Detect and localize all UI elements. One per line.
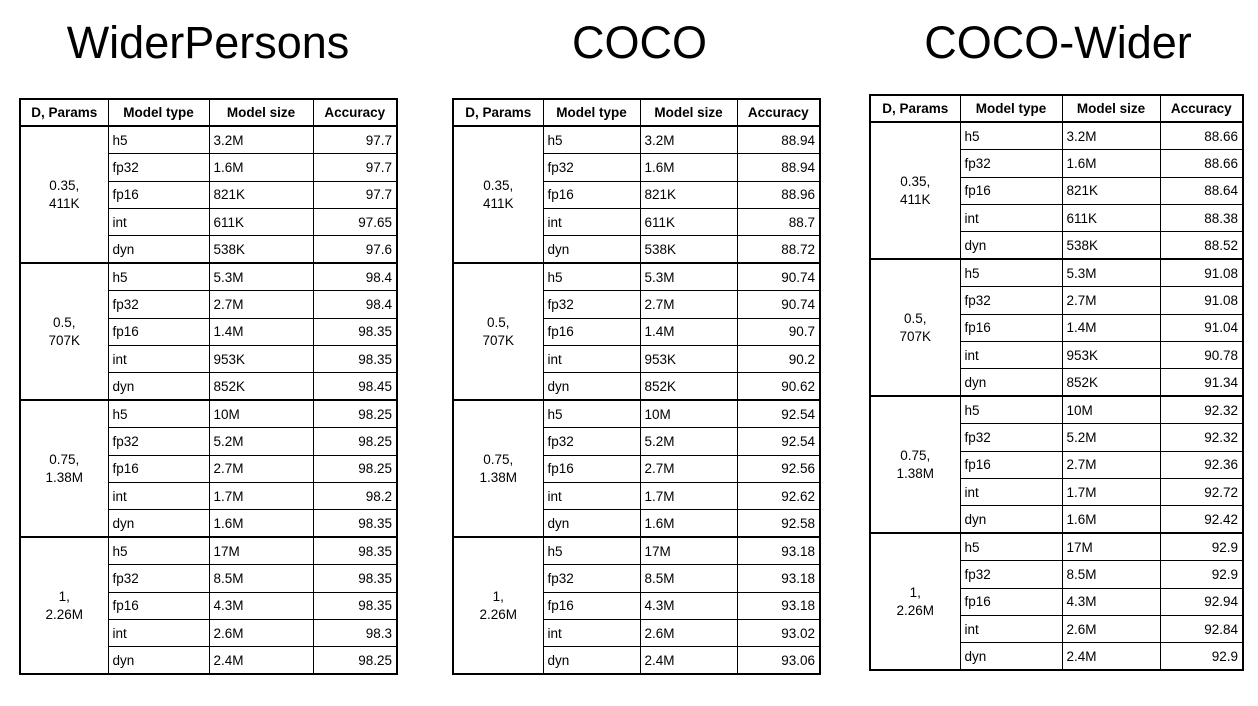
accuracy-cell: 88.52: [1160, 232, 1243, 259]
model-type-cell: int: [960, 205, 1062, 232]
accuracy-cell: 92.54: [737, 428, 820, 455]
table-row: [20, 537, 397, 564]
accuracy-cell: 98.3: [313, 619, 397, 646]
model-size-cell: 4.3M: [1062, 588, 1160, 615]
model-type-cell: fp16: [543, 318, 640, 345]
accuracy-cell: 97.65: [313, 209, 397, 236]
model-size-cell: 953K: [1062, 342, 1160, 369]
accuracy-cell: 98.35: [313, 346, 397, 373]
accuracy-cell: 88.38: [1160, 205, 1243, 232]
results-table-coco: [452, 98, 821, 675]
accuracy-cell: 97.7: [313, 181, 397, 208]
model-type-cell: fp32: [543, 565, 640, 592]
accuracy-cell: 98.35: [313, 537, 397, 564]
accuracy-cell: 98.25: [313, 455, 397, 482]
accuracy-cell: 97.7: [313, 154, 397, 181]
model-type-cell: dyn: [543, 510, 640, 537]
config-param-count: 2.26M: [479, 606, 518, 622]
table-row: [453, 126, 820, 153]
model-type-cell: int: [960, 478, 1062, 505]
model-size-cell: 5.3M: [209, 263, 313, 290]
column-header-model-type: Model type: [543, 99, 640, 126]
accuracy-cell: 92.94: [1160, 588, 1243, 615]
config-width-multiplier: 0.5,: [486, 315, 510, 331]
panel-title-widerpersons: WiderPersons: [66, 17, 350, 68]
table-header: [453, 99, 820, 126]
table-header: [870, 95, 1243, 122]
table-row: [453, 263, 820, 290]
model-type-cell: fp32: [543, 428, 640, 455]
model-size-cell: 2.6M: [640, 619, 737, 646]
table-row: [453, 400, 820, 427]
model-size-cell: 821K: [640, 181, 737, 208]
model-size-cell: 3.2M: [209, 126, 313, 153]
accuracy-cell: 88.64: [1160, 177, 1243, 204]
column-header-model-type: Model type: [960, 95, 1062, 122]
model-type-cell: fp32: [960, 287, 1062, 314]
model-type-cell: h5: [543, 400, 640, 427]
accuracy-cell: 98.25: [313, 428, 397, 455]
model-size-cell: 953K: [640, 346, 737, 373]
table-row: [870, 533, 1243, 560]
config-width-multiplier: 1,: [909, 585, 921, 601]
model-size-cell: 611K: [640, 209, 737, 236]
model-size-cell: 2.6M: [209, 619, 313, 646]
model-size-cell: 2.7M: [1062, 287, 1160, 314]
model-type-cell: fp16: [960, 451, 1062, 478]
model-size-cell: 17M: [640, 537, 737, 564]
model-size-cell: 17M: [1062, 533, 1160, 560]
accuracy-cell: 88.96: [737, 181, 820, 208]
model-type-cell: dyn: [543, 236, 640, 263]
model-type-cell: fp32: [543, 291, 640, 318]
accuracy-cell: 92.9: [1160, 561, 1243, 588]
model-type-cell: h5: [960, 259, 1062, 286]
config-width-multiplier: 0.35,: [49, 178, 80, 194]
model-type-cell: dyn: [960, 232, 1062, 259]
accuracy-cell: 92.9: [1160, 643, 1243, 670]
table-row: [20, 400, 397, 427]
model-size-cell: 821K: [1062, 177, 1160, 204]
model-size-cell: 1.6M: [1062, 506, 1160, 533]
model-type-cell: fp32: [108, 154, 209, 181]
model-type-cell: int: [108, 482, 209, 509]
results-table-coco-wider: [869, 94, 1244, 671]
model-type-cell: h5: [108, 263, 209, 290]
model-type-cell: h5: [108, 400, 209, 427]
config-param-count: 707K: [899, 328, 932, 344]
model-type-cell: fp32: [960, 150, 1062, 177]
config-param-count: 1.38M: [45, 469, 84, 485]
accuracy-cell: 92.32: [1160, 396, 1243, 423]
header-row: [453, 99, 820, 126]
accuracy-cell: 92.54: [737, 400, 820, 427]
config-param-count: 2.26M: [45, 606, 84, 622]
accuracy-cell: 91.34: [1160, 369, 1243, 396]
model-size-cell: 538K: [1062, 232, 1160, 259]
accuracy-cell: 92.36: [1160, 451, 1243, 478]
config-param-count: 1.38M: [479, 469, 518, 485]
config-width-multiplier: 1,: [492, 589, 504, 605]
config-width-multiplier: 0.5,: [52, 315, 76, 331]
accuracy-cell: 93.18: [737, 565, 820, 592]
model-type-cell: int: [960, 615, 1062, 642]
config-cell: [20, 126, 108, 263]
model-type-cell: dyn: [543, 647, 640, 674]
model-type-cell: fp16: [108, 181, 209, 208]
config-cell: [870, 396, 960, 533]
model-type-cell: fp16: [543, 181, 640, 208]
column-header-model-size: Model size: [640, 99, 737, 126]
model-type-cell: dyn: [108, 236, 209, 263]
config-param-count: 707K: [48, 332, 81, 348]
model-size-cell: 3.2M: [1062, 122, 1160, 149]
model-type-cell: fp32: [960, 424, 1062, 451]
model-size-cell: 821K: [209, 181, 313, 208]
model-size-cell: 2.7M: [640, 455, 737, 482]
model-size-cell: 10M: [640, 400, 737, 427]
model-type-cell: fp32: [543, 154, 640, 181]
config-width-multiplier: 0.75,: [483, 452, 514, 468]
accuracy-cell: 88.66: [1160, 122, 1243, 149]
model-size-cell: 2.7M: [640, 291, 737, 318]
model-size-cell: 8.5M: [640, 565, 737, 592]
model-size-cell: 1.7M: [209, 482, 313, 509]
table-header: [20, 99, 397, 126]
config-param-count: 1.38M: [896, 465, 935, 481]
column-header-model-size: Model size: [209, 99, 313, 126]
model-size-cell: 1.6M: [209, 510, 313, 537]
table-body: [870, 122, 1243, 670]
model-size-cell: 538K: [640, 236, 737, 263]
config-cell: [20, 263, 108, 400]
accuracy-cell: 92.84: [1160, 615, 1243, 642]
accuracy-cell: 93.06: [737, 647, 820, 674]
model-type-cell: int: [108, 209, 209, 236]
model-type-cell: dyn: [108, 510, 209, 537]
model-size-cell: 2.7M: [1062, 451, 1160, 478]
column-header-config: D, Params: [20, 99, 108, 126]
model-type-cell: h5: [543, 537, 640, 564]
model-type-cell: h5: [543, 126, 640, 153]
table-row: [20, 263, 397, 290]
model-type-cell: fp32: [108, 565, 209, 592]
model-size-cell: 1.6M: [640, 154, 737, 181]
accuracy-cell: 88.66: [1160, 150, 1243, 177]
accuracy-cell: 98.25: [313, 647, 397, 674]
model-size-cell: 4.3M: [209, 592, 313, 619]
column-header-accuracy: Accuracy: [1160, 95, 1243, 122]
model-size-cell: 5.2M: [1062, 424, 1160, 451]
model-type-cell: fp16: [960, 177, 1062, 204]
model-type-cell: h5: [108, 126, 209, 153]
config-width-multiplier: 0.35,: [900, 174, 931, 190]
accuracy-cell: 98.45: [313, 373, 397, 400]
model-size-cell: 1.4M: [1062, 314, 1160, 341]
model-type-cell: fp16: [108, 318, 209, 345]
model-size-cell: 8.5M: [1062, 561, 1160, 588]
model-type-cell: fp16: [960, 588, 1062, 615]
accuracy-cell: 88.72: [737, 236, 820, 263]
model-size-cell: 10M: [1062, 396, 1160, 423]
header-row: [870, 95, 1243, 122]
model-size-cell: 1.6M: [209, 154, 313, 181]
model-type-cell: int: [543, 209, 640, 236]
column-header-model-type: Model type: [108, 99, 209, 126]
accuracy-cell: 98.35: [313, 565, 397, 592]
accuracy-cell: 90.7: [737, 318, 820, 345]
model-size-cell: 1.4M: [640, 318, 737, 345]
model-type-cell: dyn: [108, 373, 209, 400]
table-row: [20, 126, 397, 153]
model-size-cell: 852K: [209, 373, 313, 400]
accuracy-cell: 98.2: [313, 482, 397, 509]
config-cell: [453, 263, 543, 400]
accuracy-cell: 98.35: [313, 592, 397, 619]
accuracy-cell: 90.74: [737, 291, 820, 318]
accuracy-cell: 90.74: [737, 263, 820, 290]
model-size-cell: 1.4M: [209, 318, 313, 345]
model-type-cell: int: [543, 619, 640, 646]
accuracy-cell: 92.62: [737, 482, 820, 509]
model-size-cell: 10M: [209, 400, 313, 427]
model-type-cell: int: [543, 482, 640, 509]
accuracy-cell: 92.58: [737, 510, 820, 537]
accuracy-cell: 91.08: [1160, 259, 1243, 286]
config-param-count: 707K: [482, 332, 515, 348]
model-size-cell: 2.4M: [209, 647, 313, 674]
model-size-cell: 538K: [209, 236, 313, 263]
model-type-cell: dyn: [960, 369, 1062, 396]
config-width-multiplier: 0.35,: [483, 178, 514, 194]
accuracy-cell: 92.9: [1160, 533, 1243, 560]
accuracy-cell: 92.72: [1160, 478, 1243, 505]
model-type-cell: h5: [960, 533, 1062, 560]
config-cell: [870, 533, 960, 670]
model-size-cell: 17M: [209, 537, 313, 564]
model-size-cell: 5.2M: [209, 428, 313, 455]
model-type-cell: fp16: [960, 314, 1062, 341]
accuracy-cell: 93.18: [737, 592, 820, 619]
column-header-config: D, Params: [453, 99, 543, 126]
model-size-cell: 2.6M: [1062, 615, 1160, 642]
model-size-cell: 5.3M: [1062, 259, 1160, 286]
column-header-accuracy: Accuracy: [313, 99, 397, 126]
accuracy-cell: 88.94: [737, 126, 820, 153]
model-type-cell: fp16: [108, 592, 209, 619]
accuracy-cell: 98.35: [313, 510, 397, 537]
header-row: [20, 99, 397, 126]
column-header-model-size: Model size: [1062, 95, 1160, 122]
column-header-accuracy: Accuracy: [737, 99, 820, 126]
model-size-cell: 1.7M: [1062, 478, 1160, 505]
model-size-cell: 1.7M: [640, 482, 737, 509]
model-type-cell: int: [108, 346, 209, 373]
config-cell: [453, 400, 543, 537]
config-width-multiplier: 0.75,: [49, 452, 80, 468]
config-cell: [453, 537, 543, 674]
table-row: [870, 259, 1243, 286]
table-body: [453, 126, 820, 674]
model-size-cell: 852K: [640, 373, 737, 400]
results-table-widerpersons: [19, 98, 398, 675]
accuracy-cell: 98.4: [313, 263, 397, 290]
model-type-cell: fp32: [960, 561, 1062, 588]
panel-title-coco: COCO: [572, 17, 707, 68]
model-type-cell: fp16: [543, 455, 640, 482]
model-type-cell: h5: [108, 537, 209, 564]
model-type-cell: int: [543, 346, 640, 373]
accuracy-cell: 92.42: [1160, 506, 1243, 533]
accuracy-cell: 97.7: [313, 126, 397, 153]
config-cell: [453, 126, 543, 263]
model-type-cell: int: [108, 619, 209, 646]
config-param-count: 411K: [482, 195, 514, 211]
model-size-cell: 953K: [209, 346, 313, 373]
model-size-cell: 3.2M: [640, 126, 737, 153]
accuracy-cell: 88.94: [737, 154, 820, 181]
model-size-cell: 8.5M: [209, 565, 313, 592]
model-type-cell: dyn: [960, 643, 1062, 670]
config-param-count: 2.26M: [896, 602, 935, 618]
accuracy-cell: 97.6: [313, 236, 397, 263]
config-param-count: 411K: [899, 191, 931, 207]
accuracy-cell: 93.18: [737, 537, 820, 564]
accuracy-cell: 98.4: [313, 291, 397, 318]
model-size-cell: 611K: [209, 209, 313, 236]
model-size-cell: 1.6M: [640, 510, 737, 537]
config-width-multiplier: 0.75,: [900, 448, 931, 464]
model-type-cell: fp16: [543, 592, 640, 619]
panel-title-coco-wider: COCO-Wider: [924, 17, 1192, 68]
model-size-cell: 611K: [1062, 205, 1160, 232]
model-type-cell: fp16: [108, 455, 209, 482]
model-size-cell: 2.4M: [1062, 643, 1160, 670]
accuracy-cell: 93.02: [737, 619, 820, 646]
accuracy-cell: 88.7: [737, 209, 820, 236]
accuracy-cell: 90.78: [1160, 342, 1243, 369]
model-size-cell: 2.7M: [209, 455, 313, 482]
accuracy-cell: 92.56: [737, 455, 820, 482]
model-size-cell: 5.3M: [640, 263, 737, 290]
model-size-cell: 4.3M: [640, 592, 737, 619]
column-header-config: D, Params: [870, 95, 960, 122]
model-size-cell: 2.7M: [209, 291, 313, 318]
model-size-cell: 2.4M: [640, 647, 737, 674]
model-size-cell: 1.6M: [1062, 150, 1160, 177]
table-row: [870, 122, 1243, 149]
accuracy-cell: 92.32: [1160, 424, 1243, 451]
model-type-cell: h5: [960, 396, 1062, 423]
table-body: [20, 126, 397, 674]
config-width-multiplier: 0.5,: [903, 311, 927, 327]
table-row: [870, 396, 1243, 423]
config-param-count: 411K: [48, 195, 80, 211]
model-type-cell: dyn: [108, 647, 209, 674]
model-size-cell: 852K: [1062, 369, 1160, 396]
accuracy-cell: 98.35: [313, 318, 397, 345]
model-type-cell: fp32: [108, 428, 209, 455]
accuracy-cell: 91.08: [1160, 287, 1243, 314]
model-type-cell: dyn: [543, 373, 640, 400]
model-type-cell: fp32: [108, 291, 209, 318]
accuracy-cell: 90.2: [737, 346, 820, 373]
config-width-multiplier: 1,: [58, 589, 70, 605]
model-type-cell: dyn: [960, 506, 1062, 533]
model-type-cell: h5: [960, 122, 1062, 149]
model-type-cell: int: [960, 342, 1062, 369]
config-cell: [870, 259, 960, 396]
model-type-cell: h5: [543, 263, 640, 290]
model-size-cell: 5.2M: [640, 428, 737, 455]
accuracy-cell: 98.25: [313, 400, 397, 427]
config-cell: [20, 400, 108, 537]
table-row: [453, 537, 820, 564]
accuracy-cell: 90.62: [737, 373, 820, 400]
accuracy-cell: 91.04: [1160, 314, 1243, 341]
config-cell: [870, 122, 960, 259]
config-cell: [20, 537, 108, 674]
